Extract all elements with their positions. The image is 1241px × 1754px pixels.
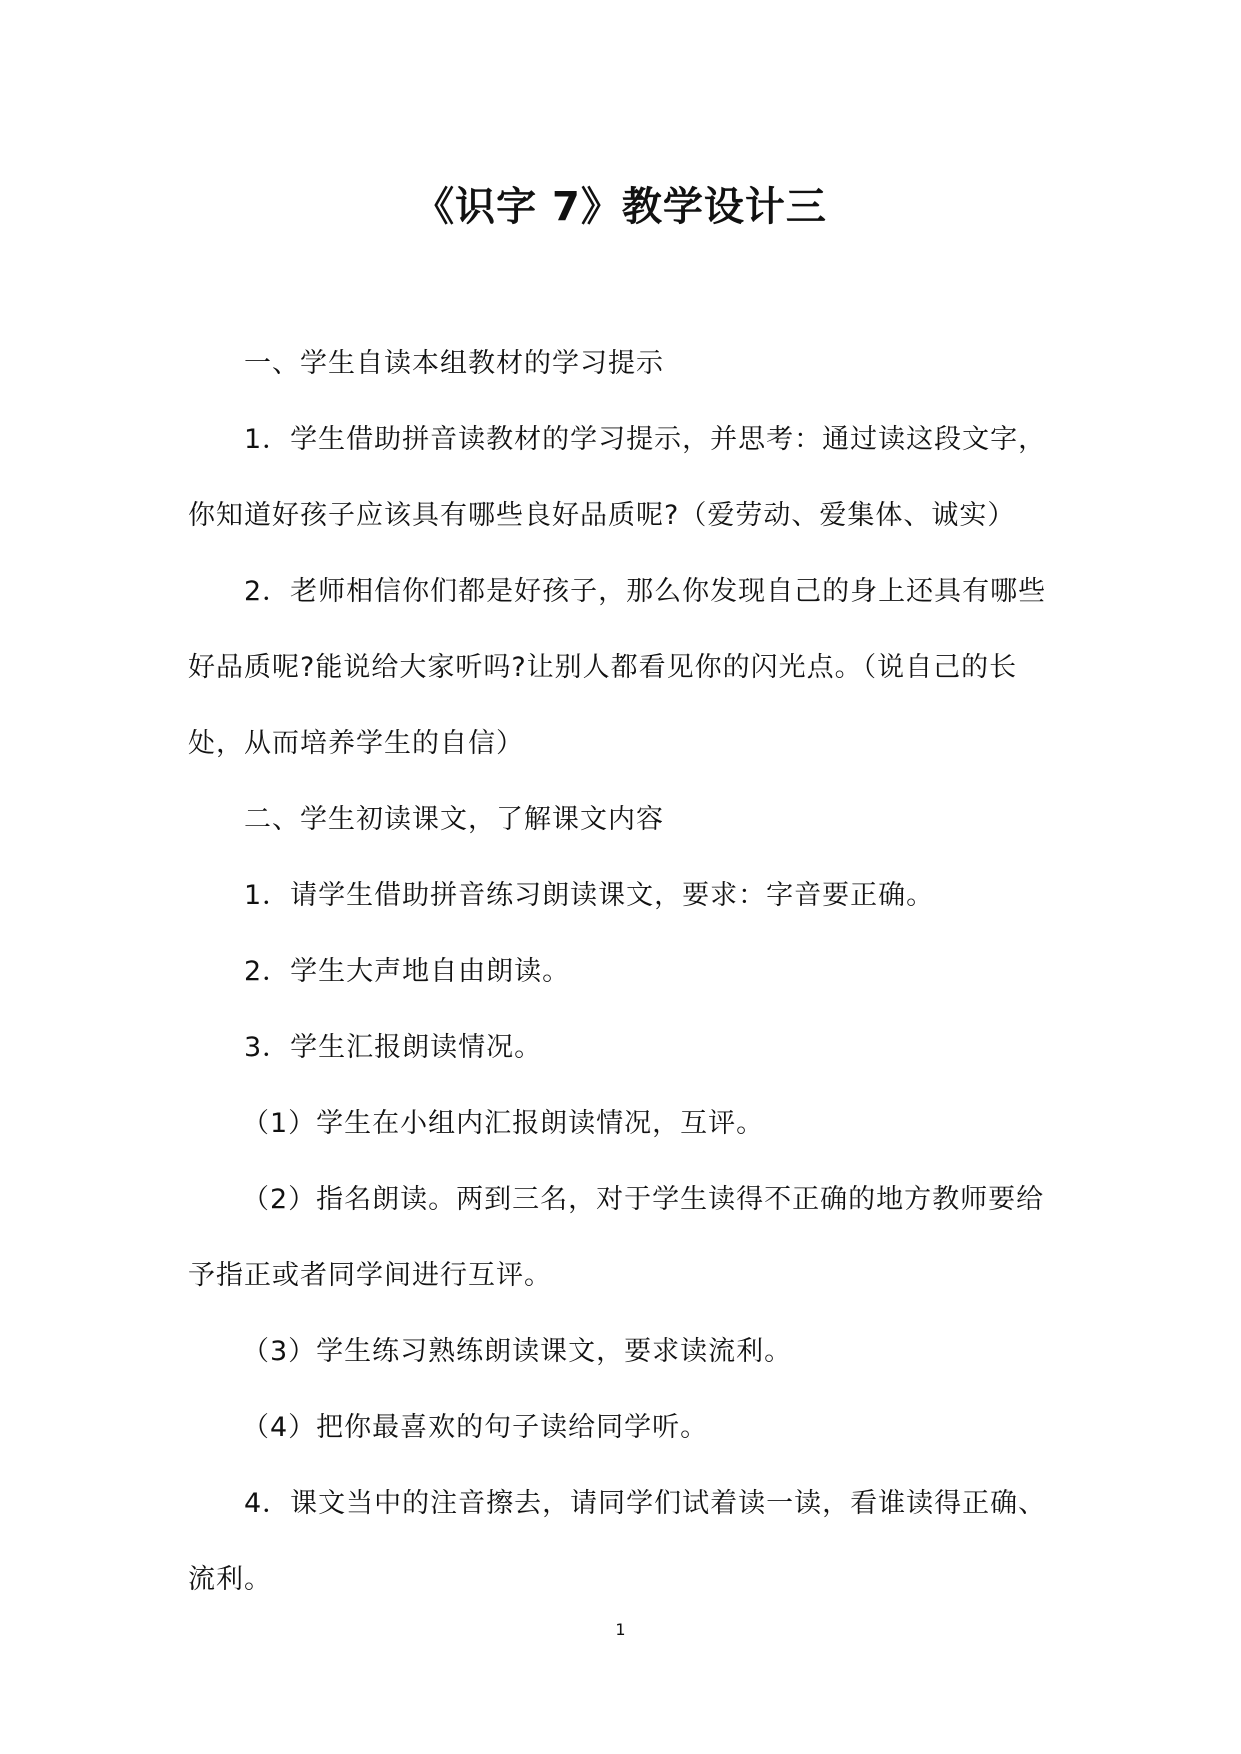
subitem-2: （2）指名朗读。两到三名，对于学生读得不正确的地方教师要给予指正或者同学间进行互评。 [188,1184,1045,1291]
paragraph-item-3: 1．请学生借助拼音练习朗读课文，要求：字音要正确。 [244,880,935,911]
paragraph-item-6: 4．课文当中的注音擦去，请同学们试着读一读，看谁读得正确、流利。 [188,1488,1047,1595]
section-heading-1: 一、学生自读本组教材的学习提示 [244,348,664,379]
document-body [188,326,1054,1618]
subitem-4: （4）把你最喜欢的句子读给同学听。 [242,1412,709,1443]
page-number: 1 [615,1620,626,1639]
paragraph-item-4: 2．学生大声地自由朗读。 [244,956,571,987]
paragraph-item-5: 3．学生汇报朗读情况。 [244,1032,543,1063]
paragraph-item-1: 1．学生借助拼音读教材的学习提示，并思考：通过读这段文字，你知道好孩子应该具有哪些良好品质呢?（爱劳动、爱集体、诚实） [188,424,1047,531]
subitem-3: （3）学生练习熟练朗读课文，要求读流利。 [242,1336,793,1367]
subitem-1: （1）学生在小组内汇报朗读情况，互评。 [242,1108,765,1139]
document-title: 《识字 7》教学设计三 [414,183,827,230]
paragraph-item-2: 2．老师相信你们都是好孩子，那么你发现自己的身上还具有哪些好品质呢?能说给大家听吗?让别人都看见你的闪光点。（说自己的长处，从而培养学生的自信） [188,576,1047,759]
section-heading-2: 二、学生初读课文，了解课文内容 [244,804,664,835]
